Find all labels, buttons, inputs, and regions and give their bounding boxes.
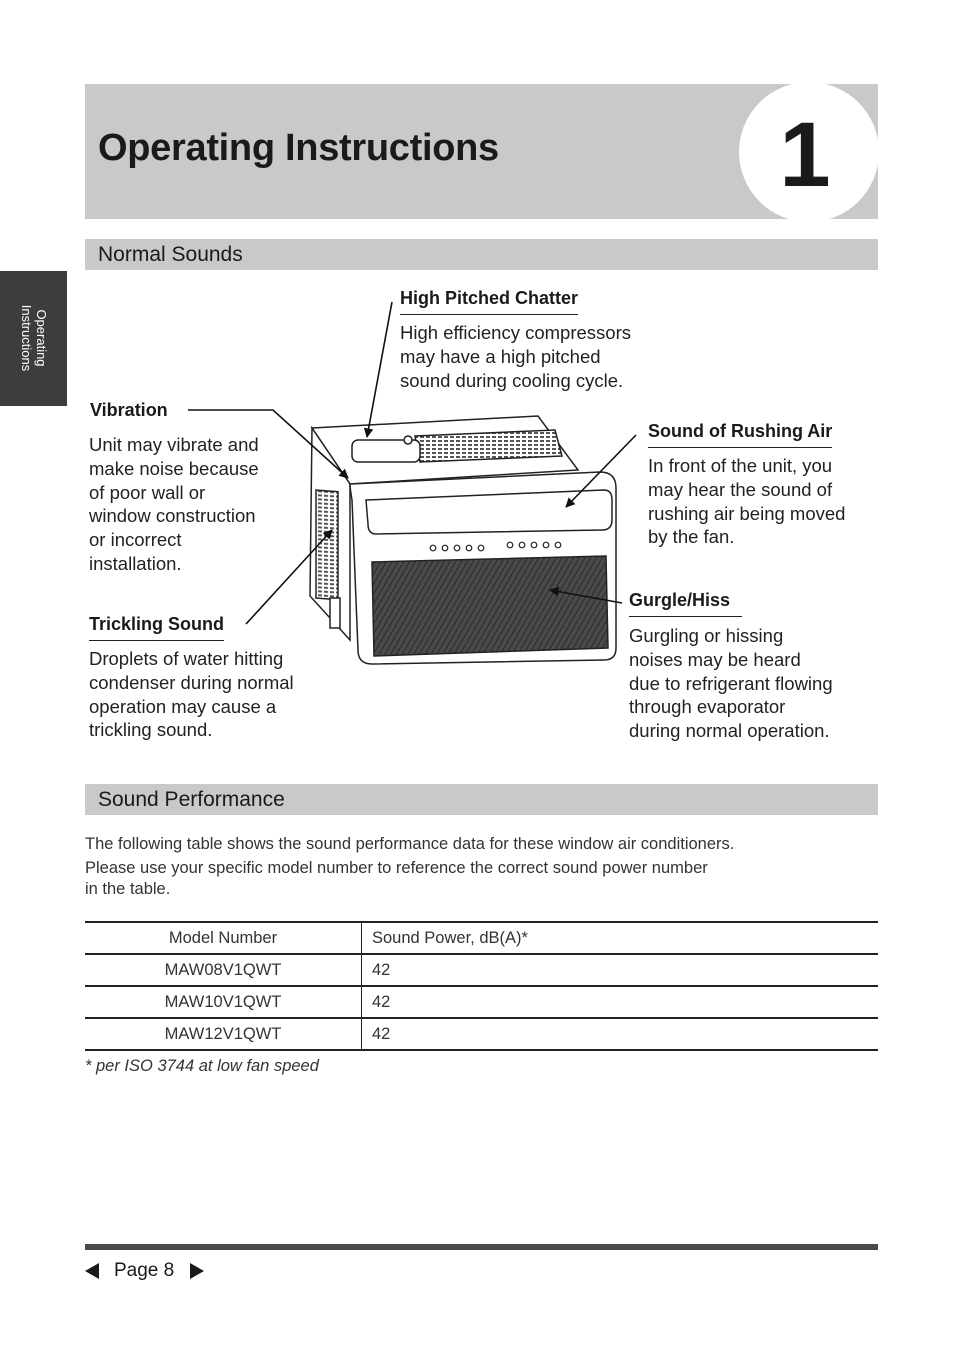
ac-foot-left (330, 598, 340, 628)
callout-body-vibration: Unit may vibrate and make noise because of poor wall or window construction or incorrect installation. (89, 434, 259, 574)
callout-title-high-pitched: High Pitched Chatter (400, 288, 578, 315)
next-page-icon[interactable] (190, 1263, 204, 1279)
previous-page-icon[interactable] (85, 1263, 99, 1279)
side-tab-label: Operating Instructions (19, 304, 49, 372)
ac-front-casing (350, 472, 616, 664)
table-header-cell: Model Number (85, 922, 362, 954)
sound-performance-table (85, 921, 878, 1051)
callout-title-vibration: Vibration (90, 400, 168, 420)
table-row (85, 954, 878, 986)
callout-title-trickling: Trickling Sound (89, 614, 224, 641)
leader-high-pitched (367, 302, 392, 437)
callout-body-high-pitched: High efficiency compressors may have a high pitched sound during cooling cycle. (400, 322, 631, 391)
table-header-row (85, 922, 878, 954)
ac-control-buttons (430, 542, 561, 551)
table-footnote: * per ISO 3744 at low fan speed (85, 1057, 319, 1075)
footer-rule (85, 1244, 878, 1250)
footer-nav (85, 1258, 204, 1284)
callout-title-gurgle: Gurgle/Hiss (629, 590, 742, 617)
table-cell-model: MAW10V1QWT (85, 986, 362, 1018)
table-cell-model: MAW08V1QWT (85, 954, 362, 986)
ac-display-strip (366, 490, 612, 534)
callout-body-trickling: Droplets of water hitting condenser during normal operation may cause a trickling sound. (89, 648, 294, 741)
ac-top-panel (352, 440, 420, 462)
ac-top-knob (404, 436, 412, 444)
chapter-badge (739, 84, 879, 219)
leader-trickling (246, 530, 332, 624)
ac-top-grille (415, 430, 562, 462)
table-header-cell: Sound Power, dB(A)* (362, 922, 879, 954)
ac-rear-side (310, 428, 350, 640)
section-heading-sound-performance: Sound Performance (85, 784, 878, 815)
intro-paragraph: The following table shows the sound performance data for these window air conditioners. Please use your specific model number to reference the correct sound power number in the table. (85, 835, 735, 898)
ac-side-vents (316, 490, 338, 600)
ac-unit (310, 416, 616, 664)
table-row (85, 1018, 878, 1050)
page-title: Operating Instructions (98, 127, 499, 169)
page-number: Page 8 (114, 1260, 175, 1281)
table-cell-sound-power: 42 (362, 954, 879, 986)
table-cell-sound-power: 42 (362, 986, 879, 1018)
leader-gurgle (550, 590, 622, 603)
table-cell-model: MAW12V1QWT (85, 1018, 362, 1050)
chapter-number: 1 (779, 104, 831, 206)
table-cell-sound-power: 42 (362, 1018, 879, 1050)
section-heading-normal-sounds: Normal Sounds (85, 239, 878, 270)
callout-title-rushing-air: Sound of Rushing Air (648, 421, 832, 448)
callout-body-rushing-air: In front of the unit, you may hear the sound of rushing air being moved by the fan. (648, 455, 846, 548)
callout-body-gurgle: Gurgling or hissing noises may be heard due to refrigerant flowing through evaporator during normal operation. (629, 625, 833, 742)
leader-rushing-air (566, 435, 636, 507)
ac-rear-housing (312, 416, 578, 484)
table-row (85, 986, 878, 1018)
ac-front-grille (372, 556, 608, 656)
